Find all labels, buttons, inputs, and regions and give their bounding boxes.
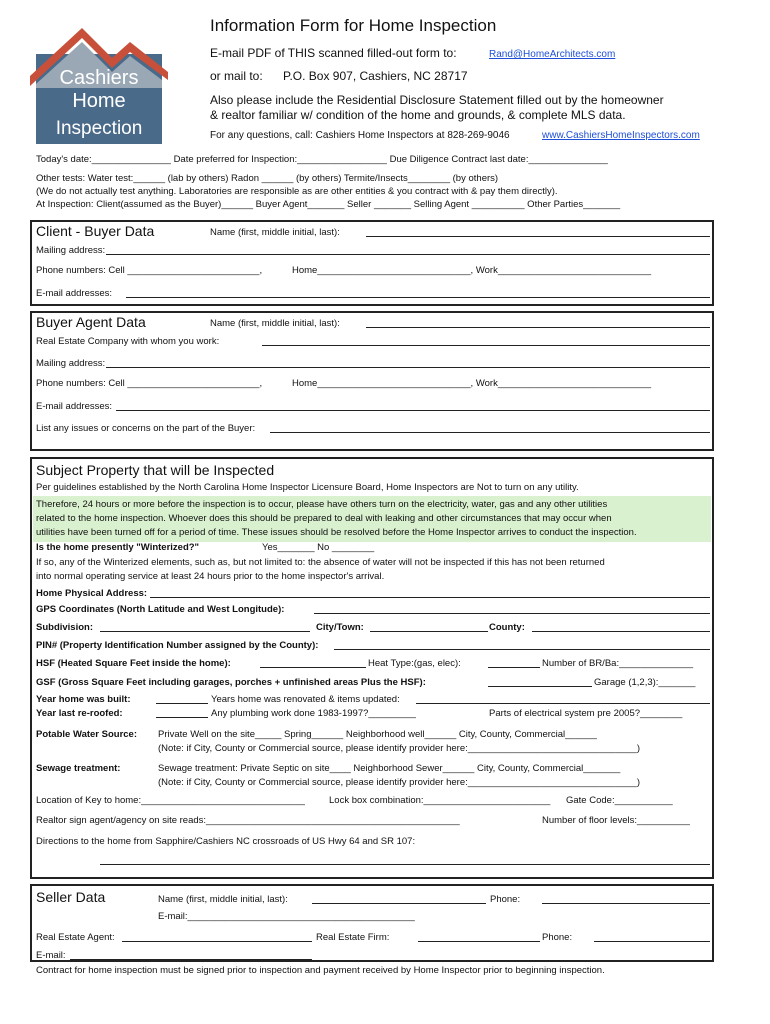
year-roofed-field[interactable] [156, 717, 208, 718]
winter-note-line2: into normal operating service at least 24 hours prior to the home inspector's arrival. [36, 571, 385, 582]
sewage-label: Sewage treatment: [36, 763, 121, 774]
seller-phone-label: Phone: [490, 894, 521, 905]
logo-mountain-icon [30, 14, 168, 144]
logo-line3: Inspection [55, 118, 143, 139]
logo-line1: Cashiers [59, 67, 139, 89]
disclosure-line2: & realtor familiar w/ condition of the home and grounds, & complete MLS data. [210, 108, 626, 122]
agent-email-label: E-mail addresses: [36, 401, 113, 412]
gsf-field[interactable] [488, 686, 592, 687]
tests-note: (We do not actually test anything. Laboratories are responsible as are other entities & you contract with & pay them directly). [36, 186, 558, 197]
seller-email2-field[interactable] [70, 959, 312, 960]
mail-label: or mail to: [210, 69, 263, 83]
seller-email2-label: E-mail: [36, 950, 66, 961]
utilities-notice-line1: Therefore, 24 hours or more before the inspection is to occur, please have others turn on the electricity, water, gas and any other utilities [36, 499, 608, 510]
questions-text: For any questions, call: Cashiers Home Inspectors at 828-269-9046 [210, 130, 510, 141]
county-label: County: [489, 622, 525, 633]
seller-phone-field[interactable] [542, 903, 710, 904]
agent-name-field[interactable] [366, 327, 710, 328]
agent-name-label: Name (first, middle initial, last): [210, 318, 340, 329]
agent-issues-label: List any issues or concerns on the part of the Buyer: [36, 423, 256, 434]
gsf-label: GSF (Gross Square Feet including garages, porches + unfinished areas Plus the HSF): [36, 677, 426, 688]
renovated-label: Years home was renovated & items updated: [211, 694, 400, 705]
logo [30, 14, 168, 144]
water-source-label: Potable Water Source: [36, 729, 138, 740]
directions-label: Directions to the home from Sapphire/Cashiers NC crossroads of US Hwy 64 and SR 107: [36, 836, 416, 847]
heat-type-field[interactable] [488, 667, 540, 668]
seller-agent-label: Real Estate Agent: [36, 932, 115, 943]
realtor-sign-field[interactable]: Realtor sign agent/agency on site reads:________________________________________________ [36, 815, 460, 826]
agent-company-label: Real Estate Company with whom you work: [36, 336, 220, 347]
utilities-notice-line3: utilities have been turned off for a period of time. These issues should be resolved before the Home Inspector arrives to conduct the inspection. [36, 527, 637, 538]
city-field[interactable] [370, 631, 488, 632]
garage-field[interactable]: Garage (1,2,3):_______ [594, 677, 696, 688]
disclosure-line1: Also please include the Residential Disclosure Statement filled out by the homeowner [210, 93, 664, 107]
floor-levels-field[interactable]: Number of floor levels:__________ [542, 815, 690, 826]
at-inspection-line: At Inspection: Client(assumed as the Buyer)______ Buyer Agent_______ Seller _______ Selling Agent __________ Other Parties_______ [36, 199, 621, 210]
subdivision-label: Subdivision: [36, 622, 93, 633]
website-link[interactable]: www.CashiersHomeInspectors.com [542, 130, 700, 141]
client-phone-home-work: Home_____________________________, Work_____________________________ [292, 265, 652, 276]
other-tests-line: Other tests: Water test:______ (lab by others) Radon ______ (by others) Termite/Insects________ (by others) [36, 173, 499, 184]
winter-note-line1: If so, any of the Winterized elements, such as, but not limited to: the absence of water will not be inspected if this has not been returned [36, 557, 605, 568]
pin-field[interactable] [334, 649, 710, 650]
sewage-options[interactable]: Sewage treatment: Private Septic on site____ Neighborhood Sewer______ City, County, Commercial_______ [158, 763, 621, 774]
client-email-label: E-mail addresses: [36, 288, 113, 299]
client-name-label: Name (first, middle initial, last): [210, 227, 340, 238]
seller-firm-field[interactable] [418, 941, 540, 942]
agent-mailing-field[interactable] [106, 367, 710, 368]
hsf-label: HSF (Heated Square Feet inside the home): [36, 658, 231, 669]
lockbox-field[interactable]: Lock box combination:________________________ [329, 795, 551, 806]
electrical-field[interactable]: Parts of electrical system pre 2005?________ [489, 708, 683, 719]
hsf-field[interactable] [260, 667, 366, 668]
seller-phone2-field[interactable] [594, 941, 710, 942]
utilities-notice-line2: related to the home inspection. Whoever does this should be prepared to deal with leaking and other circumstances that may occur when [36, 513, 612, 524]
gate-code-field[interactable]: Gate Code:___________ [566, 795, 673, 806]
agent-mailing-label: Mailing address: [36, 358, 106, 369]
address-field[interactable] [150, 597, 710, 598]
agent-heading: Buyer Agent Data [36, 314, 146, 330]
gps-field[interactable] [314, 613, 710, 614]
seller-email-field[interactable]: E-mail:___________________________________________ [158, 911, 415, 922]
key-location-field[interactable]: Location of Key to home:_______________________________ [36, 795, 305, 806]
seller-phone2-label: Phone: [542, 932, 573, 943]
water-provider-note[interactable]: (Note: if City, County or Commercial source, please identify provider here:________________________________) [158, 743, 640, 754]
email-label: E-mail PDF of THIS scanned filled-out form to: [210, 46, 457, 60]
guidelines-text: Per guidelines established by the North Carolina Home Inspector Licensure Board, Home Inspectors are Not to turn on any utility. [36, 482, 579, 493]
br-ba-field[interactable]: Number of BR/Ba:______________ [542, 658, 694, 669]
address-label: Home Physical Address: [36, 588, 148, 599]
pin-label: PIN# (Property Identification Number assigned by the County): [36, 640, 319, 651]
seller-name-label: Name (first, middle initial, last): [158, 894, 288, 905]
seller-agent-field[interactable] [122, 941, 312, 942]
dates-line: Today's date:_______________ Date preferred for Inspection:_________________ Due Diligence Contract last date:_______________ [36, 154, 608, 165]
client-heading: Client - Buyer Data [36, 223, 155, 239]
agent-issues-field[interactable] [270, 432, 710, 433]
agent-email-field[interactable] [116, 410, 710, 411]
heat-type-label: Heat Type:(gas, elec): [368, 658, 461, 669]
gps-label: GPS Coordinates (North Latitude and West Longitude): [36, 604, 285, 615]
seller-firm-label: Real Estate Firm: [316, 932, 390, 943]
water-source-options[interactable]: Private Well on the site_____ Spring______ Neighborhood well______ City, County, Commercial______ [158, 729, 597, 740]
winterized-yes-no[interactable]: Yes_______ No ________ [262, 542, 375, 553]
client-email-field[interactable] [126, 297, 710, 298]
client-mailing-label: Mailing address: [36, 245, 106, 256]
year-built-label: Year home was built: [36, 694, 131, 705]
sewage-provider-note[interactable]: (Note: if City, County or Commercial source, please identify provider here:________________________________) [158, 777, 640, 788]
client-phone-cell: Phone numbers: Cell _________________________, [36, 265, 263, 276]
mail-address: P.O. Box 907, Cashiers, NC 28717 [283, 69, 468, 83]
seller-name-field[interactable] [312, 903, 486, 904]
plumbing-field[interactable]: Any plumbing work done 1983-1997?_________ [211, 708, 416, 719]
client-name-field[interactable] [366, 236, 710, 237]
agent-phone-cell: Phone numbers: Cell _________________________, [36, 378, 263, 389]
email-link[interactable]: Rand@HomeArchitects.com [489, 49, 616, 60]
agent-company-field[interactable] [262, 345, 710, 346]
seller-heading: Seller Data [36, 889, 106, 905]
city-label: City/Town: [316, 622, 364, 633]
agent-phone-home-work: Home_____________________________, Work_____________________________ [292, 378, 652, 389]
logo-line2: Home [72, 90, 126, 112]
seller-section [30, 884, 714, 962]
property-heading: Subject Property that will be Inspected [36, 462, 275, 478]
winterized-question: Is the home presently "Winterized?" [36, 542, 200, 553]
renovated-field[interactable] [416, 703, 710, 704]
page-title: Information Form for Home Inspection [210, 16, 497, 35]
year-roofed-label: Year last re-roofed: [36, 708, 123, 719]
subdivision-field[interactable] [100, 631, 310, 632]
footer-contract-note: Contract for home inspection must be signed prior to inspection and payment received by Home Inspector prior to beginning inspection. [36, 965, 605, 976]
county-field[interactable] [532, 631, 710, 632]
year-built-field[interactable] [156, 703, 208, 704]
directions-field[interactable] [100, 864, 710, 865]
client-mailing-field[interactable] [106, 254, 710, 255]
